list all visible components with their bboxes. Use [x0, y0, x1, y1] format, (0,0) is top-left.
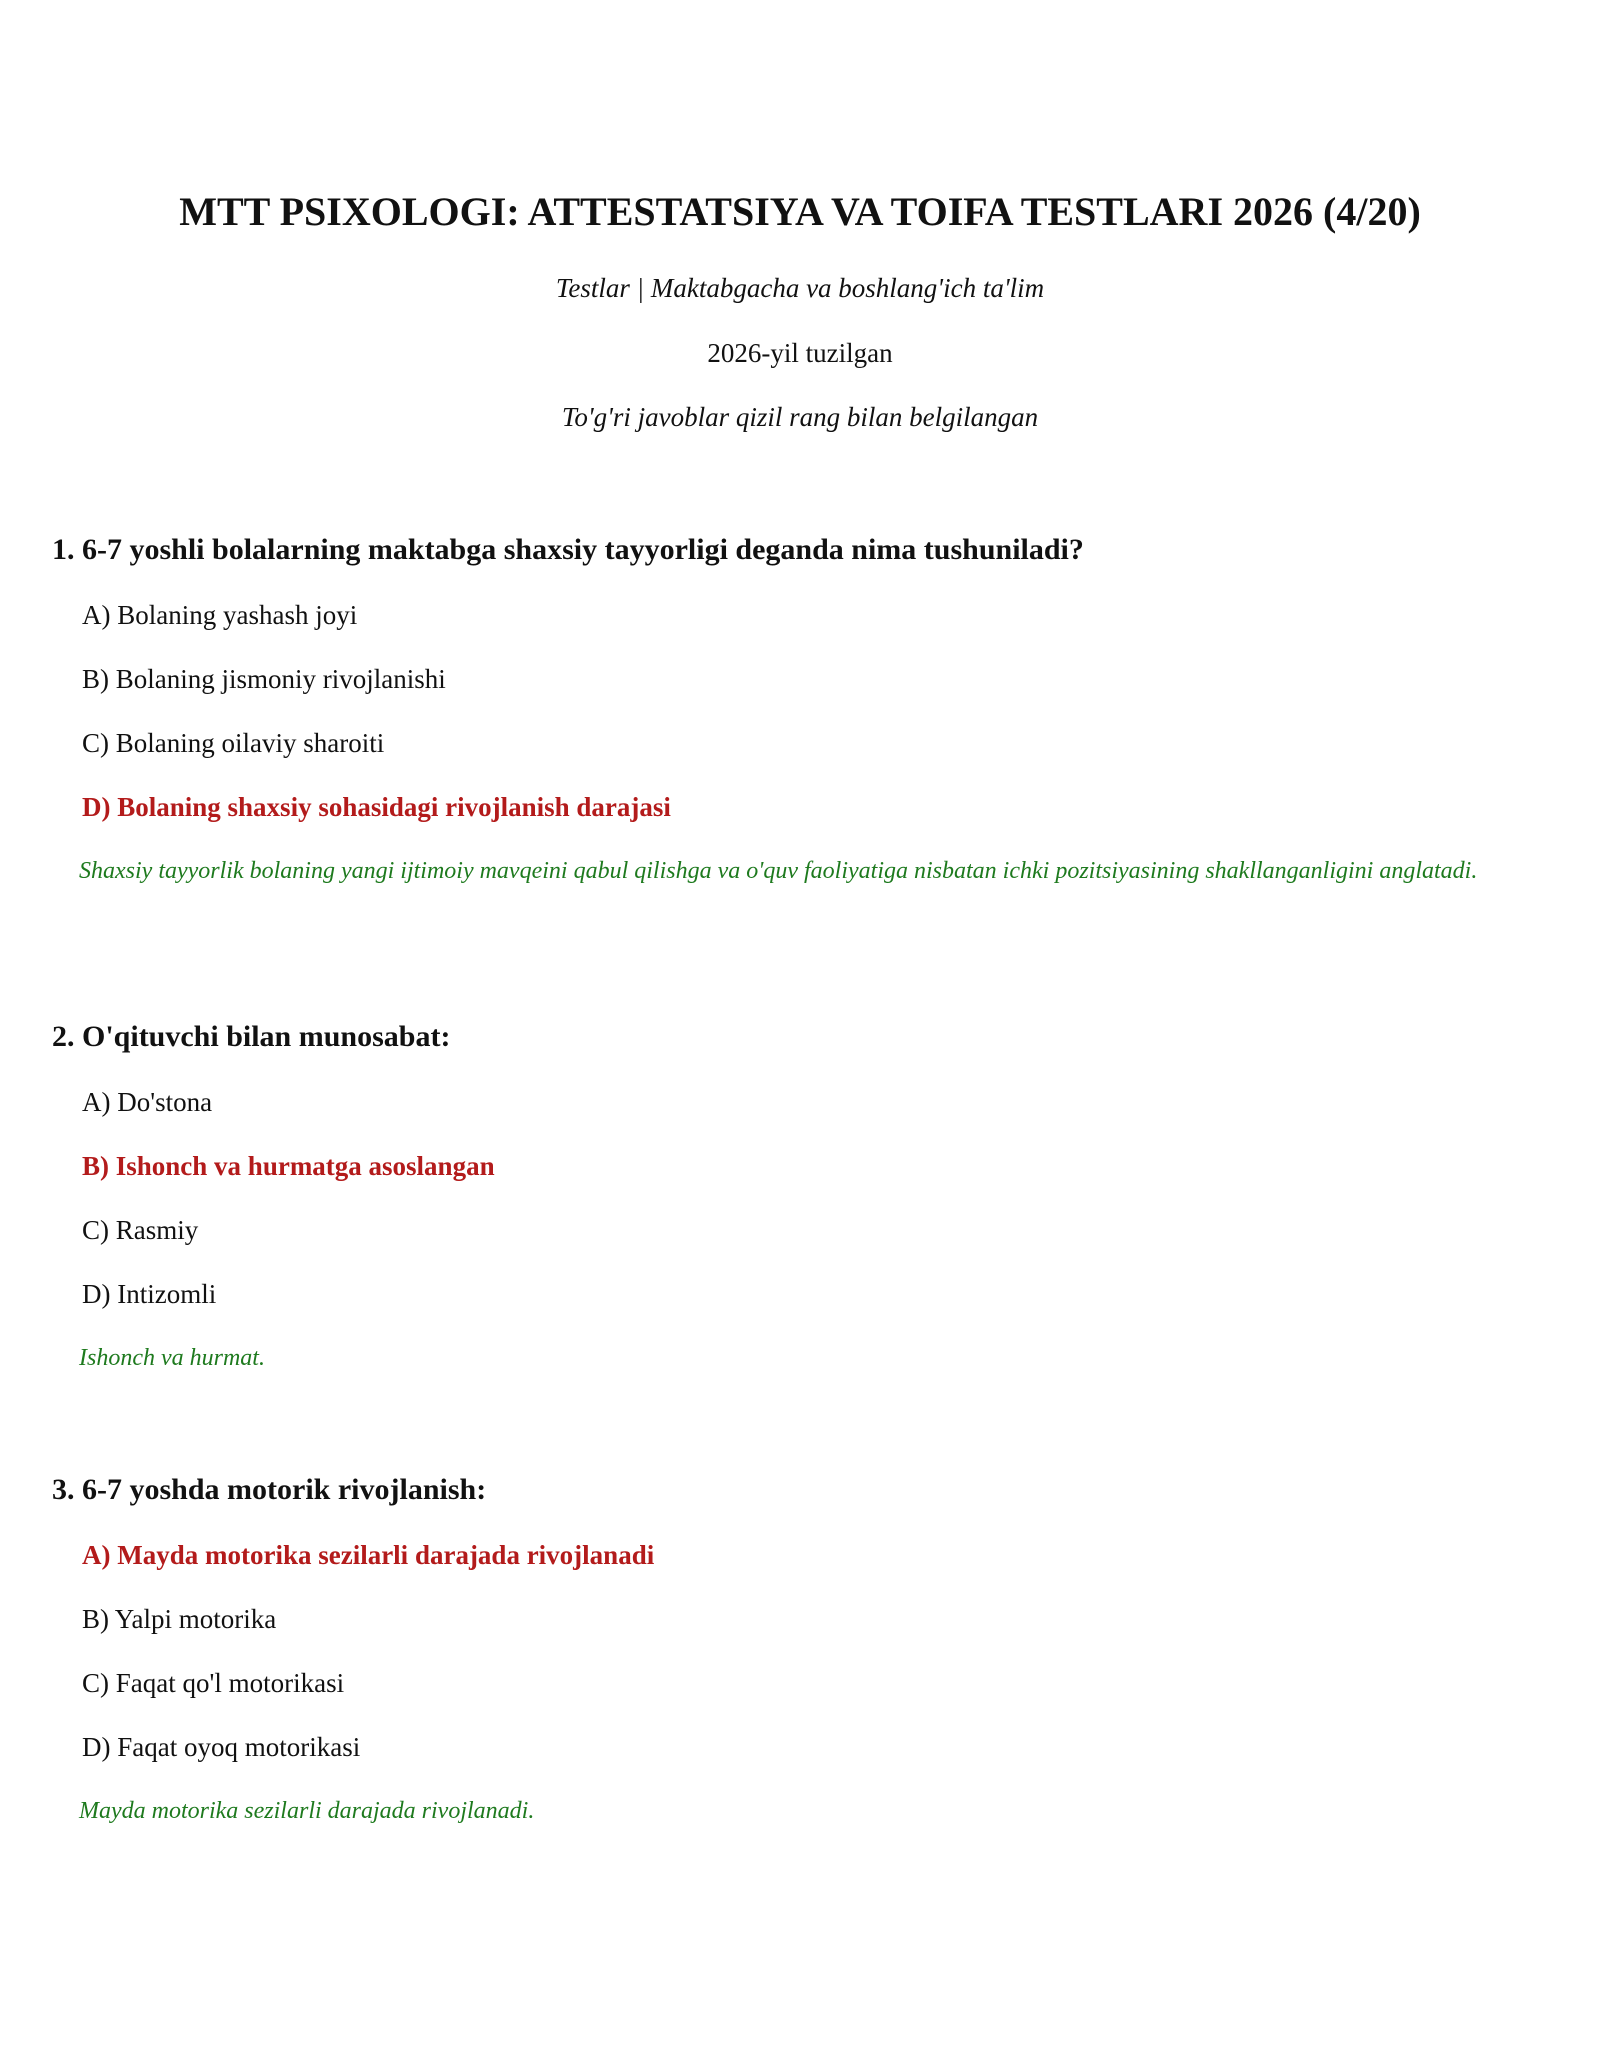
answer-option: B) Yalpi motorika — [82, 1604, 277, 1634]
question-title: 3. 6-7 yoshda motorik rivojlanish: — [52, 1473, 487, 1506]
year-note: 2026-yil tuzilgan — [707, 338, 893, 368]
correct-answer-option: B) Ishonch va hurmatga asoslangan — [82, 1151, 495, 1181]
answer-option: D) Intizomli — [82, 1279, 217, 1309]
answer-explanation: Ishonch va hurmat. — [79, 1345, 265, 1371]
answer-explanation: Shaxsiy tayyorlik bolaning yangi ijtimoiy mavqeini qabul qilishga va o'quv faoliyatiga nisbatan ichki pozitsiyasining shakllanganligini anglatadi. — [79, 858, 1478, 884]
page-title: MTT PSIXOLOGI: ATTESTATSIYA VA TOIFA TESTLARI 2026 (4/20) — [179, 189, 1421, 234]
correct-answer-option: A) Mayda motorika sezilarli darajada rivojlanadi — [82, 1540, 655, 1570]
answer-option: C) Bolaning oilaviy sharoiti — [82, 728, 385, 758]
answer-option: C) Rasmiy — [82, 1215, 199, 1245]
answer-option: A) Bolaning yashash joyi — [82, 600, 358, 630]
correct-answer-option: D) Bolaning shaxsiy sohasidagi rivojlanish darajasi — [82, 792, 671, 822]
answer-option: C) Faqat qo'l motorikasi — [82, 1668, 345, 1698]
question-title: 1. 6-7 yoshli bolalarning maktabga shaxsiy tayyorligi deganda nima tushuniladi? — [52, 533, 1084, 566]
legend-note: To'g'ri javoblar qizil rang bilan belgilangan — [561, 402, 1039, 432]
answer-option: A) Do'stona — [82, 1087, 213, 1117]
answer-option: B) Bolaning jismoniy rivojlanishi — [82, 664, 446, 694]
answer-explanation: Mayda motorika sezilarli darajada rivojlanadi. — [79, 1798, 535, 1824]
answer-option: D) Faqat oyoq motorikasi — [82, 1732, 361, 1762]
subtitle: Testlar | Maktabgacha va boshlang'ich ta'lim — [555, 273, 1045, 303]
question-title: 2. O'qituvchi bilan munosabat: — [52, 1020, 451, 1053]
